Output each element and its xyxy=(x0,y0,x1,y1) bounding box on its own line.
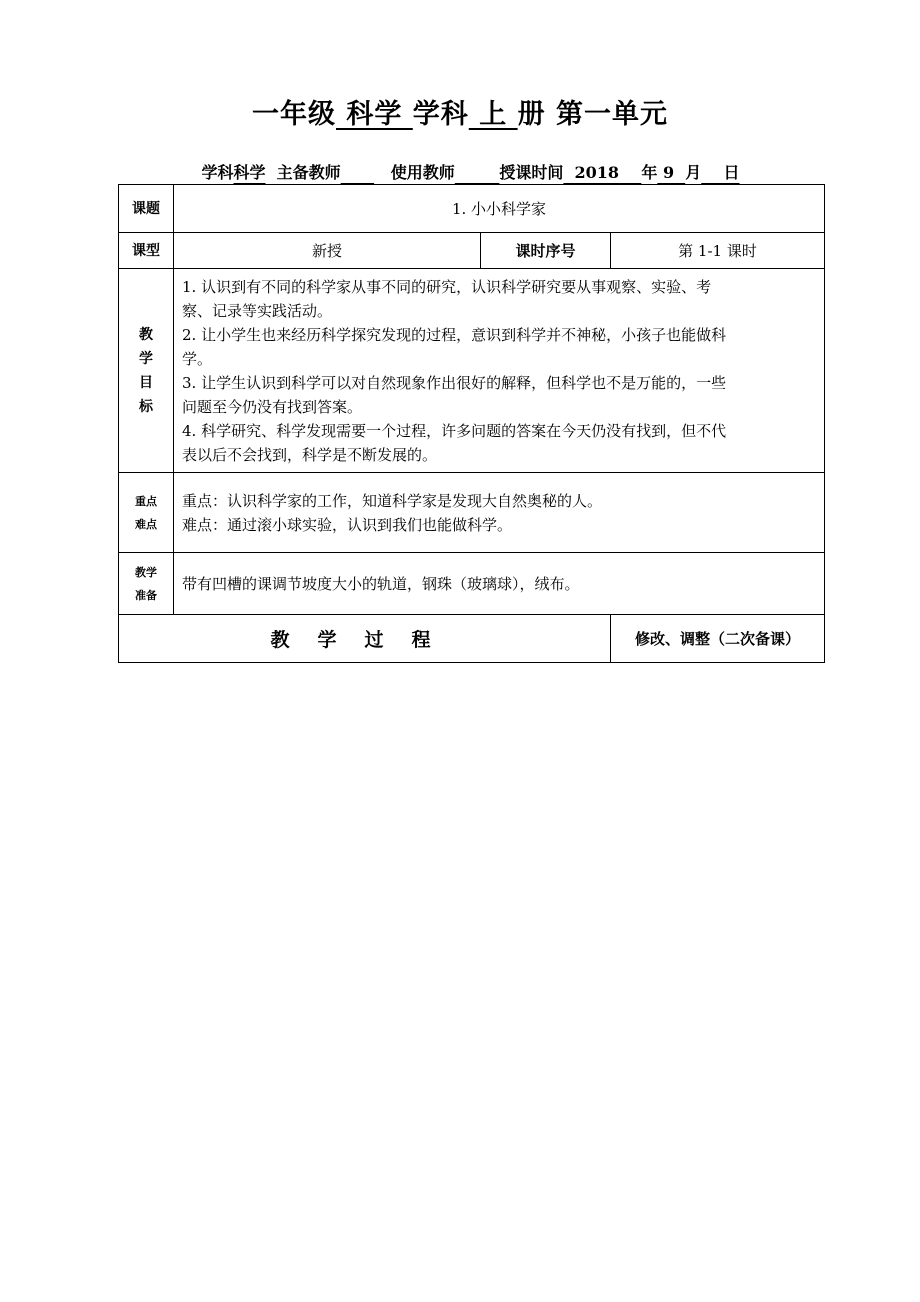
month-label: 月 xyxy=(685,163,702,182)
meta-line xyxy=(118,160,823,183)
teacher-label: 使用教师 xyxy=(390,163,455,182)
process-label: 教学过程 xyxy=(119,615,611,663)
day-label: 日 xyxy=(723,163,740,182)
objectives-content xyxy=(174,269,825,473)
objective-item: 2. 让小学生也来经历科学探究发现的过程，意识到科学并不神秘，小孩子也能做科学。 xyxy=(182,325,727,368)
lesson-plan-table xyxy=(118,184,825,663)
type-label: 课型 xyxy=(119,233,174,269)
revise-label: 修改、调整（二次备课） xyxy=(611,615,825,663)
volume-word: 册 xyxy=(517,99,546,130)
period-value: 第 1-1 课时 xyxy=(611,233,825,269)
prep-row xyxy=(119,553,825,615)
objective-item: 4. 科学研究、科学发现需要一个过程，许多问题的答案在今天仍没有找到，但不代表以后不会找到，科学是不断发展的。 xyxy=(182,421,727,464)
teacher-blank xyxy=(455,163,500,182)
objective-item: 1. 认识到有不同的科学家从事不同的研究，认识科学研究要从事观察、实验、考察、记录等实践活动。 xyxy=(182,277,712,320)
subject-value: 科学 xyxy=(233,163,266,182)
document-title xyxy=(0,92,920,131)
topic-value: 1. 小小科学家 xyxy=(174,185,825,233)
objective-item: 3. 让学生认识到科学可以对自然现象作出很好的解释，但科学也不是万能的，一些问题至今仍没有找到答案。 xyxy=(182,373,727,416)
objectives-row xyxy=(119,269,825,473)
difficult-point: 难点：通过滚小球实验，认识到我们也能做科学。 xyxy=(182,515,513,534)
grade: 一年级 xyxy=(251,99,336,130)
day-blank xyxy=(701,163,723,182)
lead-teacher-blank xyxy=(341,163,374,182)
topic-row xyxy=(119,185,825,233)
keypoints-label: 重点 难点 xyxy=(119,473,174,553)
subject-word: 学科 xyxy=(412,99,469,130)
month-value: 9 xyxy=(662,163,675,182)
process-row xyxy=(119,615,825,663)
prep-label: 教学 准备 xyxy=(119,553,174,615)
keypoints-row xyxy=(119,473,825,553)
lead-teacher-label: 主备教师 xyxy=(276,163,341,182)
unit-name: 第一单元 xyxy=(556,99,669,130)
objectives-label: 教 学 目 标 xyxy=(119,269,174,473)
time-label: 授课时间 xyxy=(499,163,564,182)
type-value: 新授 xyxy=(174,233,481,269)
subject-fill: 科学 xyxy=(335,99,413,130)
year-label: 年 xyxy=(641,163,658,182)
period-label: 课时序号 xyxy=(481,233,611,269)
key-point: 重点：认识科学家的工作，知道科学家是发现大自然奥秘的人。 xyxy=(182,491,603,510)
volume-fill: 上 xyxy=(468,99,518,130)
type-row xyxy=(119,233,825,269)
prep-content: 带有凹槽的课调节坡度大小的轨道，钢珠（玻璃球），绒布。 xyxy=(174,553,825,615)
subject-label: 学科 xyxy=(201,163,234,182)
topic-label: 课题 xyxy=(119,185,174,233)
keypoints-content xyxy=(174,473,825,553)
year-value: 2018 xyxy=(574,163,620,182)
